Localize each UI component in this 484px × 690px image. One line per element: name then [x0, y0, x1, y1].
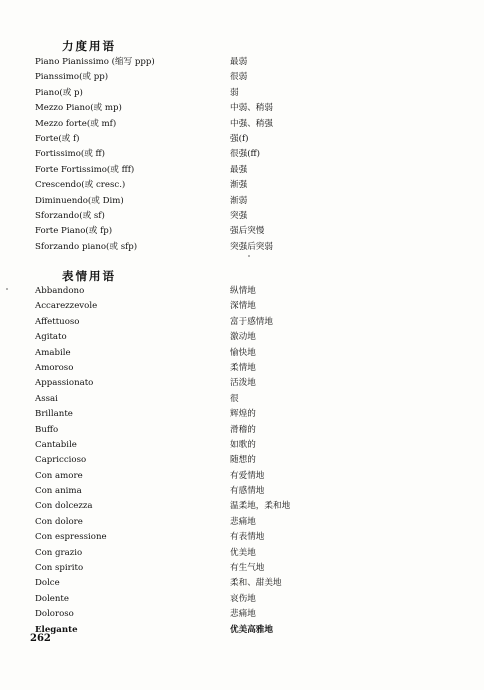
term-text: Con anima	[35, 486, 82, 497]
term-meaning: 突强	[230, 210, 248, 221]
term-text: Sforzando piano(或 sfp)	[35, 241, 138, 252]
term-text: Con grazio	[35, 547, 83, 558]
term-meaning: 最强	[230, 164, 248, 175]
term-text: Dolente	[35, 593, 69, 604]
term-meaning: 滑稽的	[230, 424, 256, 435]
scan-speck	[248, 255, 250, 257]
term-text: Con dolore	[35, 516, 83, 527]
term-meaning: 柔和、甜美地	[230, 578, 282, 589]
term-row	[0, 607, 484, 622]
term-row	[0, 546, 484, 561]
term-row	[0, 376, 484, 391]
term-text: Elegante	[35, 624, 78, 635]
term-text: Piano Pianissimo (缩写 ppp)	[35, 57, 155, 67]
term-meaning: 活泼地	[230, 378, 256, 389]
term-text: Con espressione	[35, 532, 107, 543]
term-text: Crescendo(或 cresc.)	[35, 180, 126, 191]
term-text: Mezzo Piano(或 mp)	[35, 103, 122, 114]
term-row	[0, 315, 484, 330]
term-row	[0, 178, 484, 193]
term-row	[0, 438, 484, 453]
term-text: Amoroso	[35, 362, 74, 373]
term-text: Appassionato	[35, 378, 94, 389]
term-row	[0, 392, 484, 407]
term-row	[0, 576, 484, 591]
term-text: Piano(或 p)	[35, 87, 83, 98]
term-text: Brillante	[35, 409, 73, 420]
dynamics-heading: 力度用语	[62, 39, 116, 53]
term-meaning: 很弱	[230, 72, 248, 83]
dynamics-term-list	[0, 55, 484, 255]
term-meaning: 渐强	[230, 180, 248, 191]
term-row	[0, 499, 484, 514]
term-meaning: 愉快地	[230, 347, 256, 358]
term-text: Sforzando(或 sf)	[35, 210, 105, 221]
term-meaning: 悲痛地	[230, 516, 256, 527]
term-text: Con amore	[35, 470, 83, 481]
term-meaning: 很强(ff)	[230, 149, 260, 160]
term-meaning: 强(f)	[230, 133, 249, 144]
term-meaning: 随想的	[230, 455, 256, 466]
term-row	[0, 163, 484, 178]
term-meaning: 强后突慢	[230, 226, 265, 237]
term-meaning: 温柔地，柔和地	[230, 501, 291, 512]
term-text: Affettuoso	[35, 316, 80, 327]
term-row	[0, 423, 484, 438]
term-text: Forte Fortissimo(或 fff)	[35, 164, 135, 175]
term-row	[0, 240, 484, 255]
expression-term-list	[0, 284, 484, 638]
term-meaning: 有生气地	[230, 563, 265, 574]
term-text: Cantabile	[35, 439, 77, 450]
term-meaning: 优美高雅地	[230, 624, 273, 635]
term-meaning: 哀伤地	[230, 593, 256, 604]
term-row	[0, 623, 484, 638]
term-row	[0, 515, 484, 530]
term-row	[0, 530, 484, 545]
term-row	[0, 330, 484, 345]
term-text: Mezzo forte(或 mf)	[35, 118, 117, 129]
term-row	[0, 361, 484, 376]
term-row	[0, 469, 484, 484]
term-text: Accarezzevole	[35, 301, 98, 312]
term-text: Forte Piano(或 fp)	[35, 226, 113, 237]
term-text: Assai	[35, 393, 58, 404]
page-number: 262	[30, 633, 51, 644]
term-meaning: 悲痛地	[230, 609, 256, 620]
term-row	[0, 453, 484, 468]
term-row	[0, 194, 484, 209]
term-meaning: 中弱、稍弱	[230, 103, 273, 114]
term-text: Dolce	[35, 578, 60, 589]
term-text: Abbandono	[35, 286, 85, 296]
term-meaning: 深情地	[230, 301, 256, 312]
term-row	[0, 561, 484, 576]
term-text: Capriccioso	[35, 455, 87, 466]
term-row	[0, 70, 484, 85]
term-meaning: 有感情地	[230, 486, 265, 497]
term-row	[0, 209, 484, 224]
term-text: Con dolcezza	[35, 501, 93, 512]
term-row	[0, 101, 484, 116]
term-row	[0, 55, 484, 70]
term-meaning: 突强后突弱	[230, 241, 273, 252]
term-row	[0, 592, 484, 607]
term-row	[0, 346, 484, 361]
term-meaning: 纵情地	[230, 286, 256, 296]
term-row	[0, 147, 484, 162]
term-meaning: 有表情地	[230, 532, 265, 543]
term-text: Fortissimo(或 ff)	[35, 149, 106, 160]
term-text: Agitato	[35, 332, 67, 343]
term-text: Doloroso	[35, 609, 74, 620]
term-meaning: 中强、稍强	[230, 118, 273, 129]
term-meaning: 如歌的	[230, 439, 256, 450]
term-row	[0, 117, 484, 132]
term-row	[0, 407, 484, 422]
term-meaning: 优美地	[230, 547, 256, 558]
term-meaning: 有爱情地	[230, 470, 265, 481]
expression-heading: 表情用语	[62, 269, 116, 283]
term-meaning: 激动地	[230, 332, 256, 343]
term-row	[0, 132, 484, 147]
term-row	[0, 86, 484, 101]
term-meaning: 很	[230, 393, 239, 404]
term-meaning: 柔情地	[230, 362, 256, 373]
term-text: Pianssimo(或 pp)	[35, 72, 109, 83]
term-meaning: 最弱	[230, 57, 248, 67]
term-text: Amabile	[35, 347, 71, 358]
term-text: Forte(或 f)	[35, 133, 80, 144]
term-row	[0, 284, 484, 299]
term-text: Con spirito	[35, 563, 84, 574]
term-row	[0, 299, 484, 314]
scan-speck	[6, 288, 8, 290]
term-text: Buffo	[35, 424, 59, 435]
term-row	[0, 484, 484, 499]
term-meaning: 富于感情地	[230, 316, 273, 327]
term-row	[0, 224, 484, 239]
term-text: Diminuendo(或 Dim)	[35, 195, 124, 206]
term-meaning: 弱	[230, 87, 239, 98]
term-meaning: 渐弱	[230, 195, 248, 206]
term-meaning: 辉煌的	[230, 409, 256, 420]
